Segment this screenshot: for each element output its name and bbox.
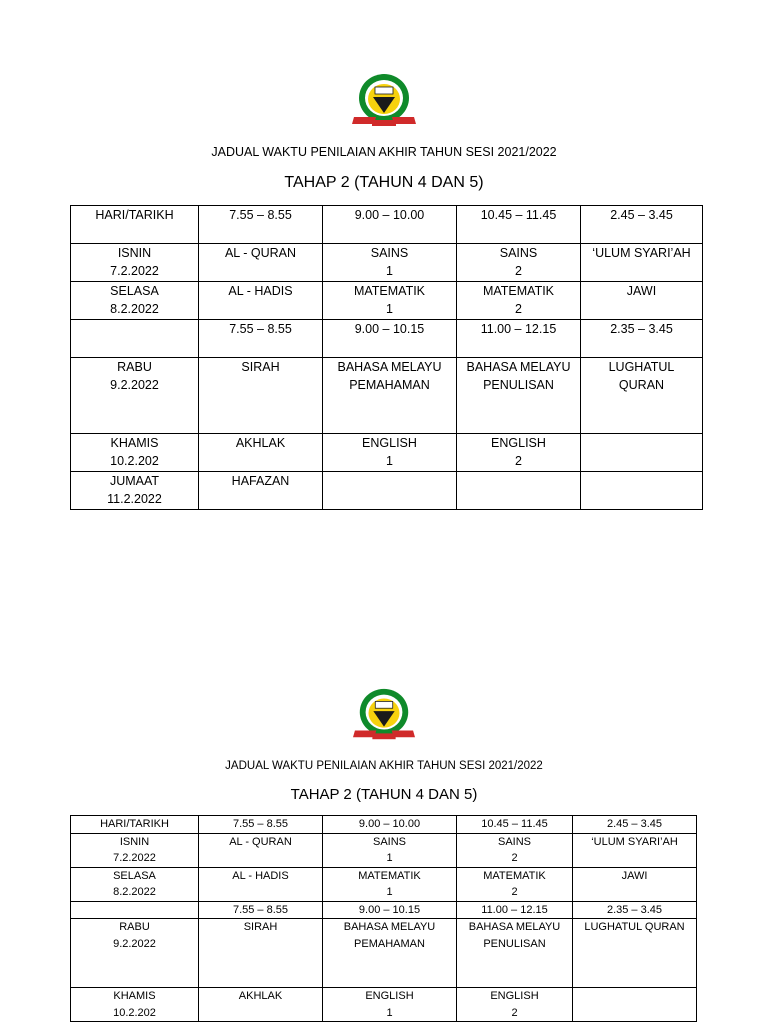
school-logo (346, 684, 422, 746)
day-date-cell (71, 320, 199, 358)
subject-cell (199, 988, 323, 1022)
subject-cell (573, 988, 697, 1022)
cell-text: ENGLISH 2 (491, 436, 546, 468)
cell-text: 10.45 – 11.45 (481, 818, 548, 830)
header-cell (323, 816, 457, 834)
cell-text: SAINS 2 (499, 246, 538, 278)
table-row (71, 472, 703, 510)
cell-text: 9.00 – 10.15 (358, 903, 421, 916)
cell-text: MATEMATIK 2 (483, 869, 546, 898)
cell-text: ENGLISH 1 (362, 436, 417, 468)
subject-cell (457, 320, 581, 358)
cell-text: 7.55 – 8.55 (229, 208, 292, 222)
cell-text: HARI/TARIKH (95, 208, 174, 222)
document-title: JADUAL WAKTU PENILAIAN AKHIR TAHUN SESI 2021/2022 (225, 760, 543, 772)
header-cell (71, 206, 199, 244)
subject-cell (323, 244, 457, 282)
subject-cell (457, 244, 581, 282)
cell-text: 10.45 – 11.45 (480, 208, 557, 222)
day-date-cell (71, 434, 199, 472)
subject-cell (581, 434, 703, 472)
cell-text: JAWI (621, 869, 648, 882)
subject-cell (581, 320, 703, 358)
cell-text: LUGHATUL QURAN (608, 360, 675, 392)
subject-cell (457, 472, 581, 510)
header-cell (457, 816, 573, 834)
table-row (71, 988, 697, 1022)
cell-text: 2.45 – 3.45 (606, 818, 663, 830)
cell-text: ‘ULUM SYARI’AH (592, 246, 691, 260)
cell-text: RABU 9.2.2022 (110, 360, 159, 392)
subject-cell (199, 901, 323, 919)
cell-text: SAINS 1 (372, 835, 406, 864)
header-cell (573, 816, 697, 834)
table-row (71, 833, 697, 867)
table-row (71, 282, 703, 320)
cell-text: MATEMATIK 2 (482, 284, 555, 316)
day-date-cell (71, 901, 199, 919)
timetable (70, 205, 703, 510)
subject-cell (323, 919, 457, 988)
cell-text: HAFAZAN (231, 474, 290, 488)
cell-text: AL - HADIS (232, 869, 289, 882)
header-cell (71, 816, 199, 834)
subject-cell (457, 988, 573, 1022)
subject-cell (573, 833, 697, 867)
table-row (71, 867, 697, 901)
cell-text: SAINS 1 (370, 246, 409, 278)
cell-text: 7.55 – 8.55 (229, 322, 292, 336)
cell-text: 7.55 – 8.55 (232, 903, 289, 916)
cell-text: KHAMIS 10.2.202 (110, 436, 159, 468)
subject-cell (457, 358, 581, 434)
cell-text: AL - QURAN (229, 835, 292, 848)
subject-cell (199, 472, 323, 510)
header-cell (581, 206, 703, 244)
cell-text: 2.35 – 3.45 (606, 903, 663, 916)
subject-cell (573, 919, 697, 988)
cell-text: ISNIN 7.2.2022 (113, 835, 156, 864)
school-logo (346, 69, 422, 133)
subject-cell (573, 901, 697, 919)
cell-text: AL - HADIS (228, 284, 293, 298)
cell-text: 7.55 – 8.55 (232, 818, 289, 830)
subject-cell (199, 282, 323, 320)
subject-cell (199, 244, 323, 282)
subject-cell (323, 472, 457, 510)
subject-cell (323, 867, 457, 901)
subject-cell (581, 358, 703, 434)
cell-text: SIRAH (241, 360, 280, 374)
cell-text: JAWI (626, 284, 657, 298)
cell-text: MATEMATIK 1 (358, 869, 421, 898)
subject-cell (199, 358, 323, 434)
table-row (71, 244, 703, 282)
cell-text: HARI/TARIKH (100, 818, 169, 830)
cell-text: ENGLISH 1 (365, 990, 414, 1019)
subject-cell (581, 282, 703, 320)
document-title: JADUAL WAKTU PENILAIAN AKHIR TAHUN SESI 2021/2022 (211, 145, 557, 159)
header-cell (199, 206, 323, 244)
cell-text: SELASA 8.2.2022 (110, 284, 159, 316)
day-date-cell (71, 244, 199, 282)
subject-cell (323, 901, 457, 919)
table-row (71, 358, 703, 434)
cell-text: MATEMATIK 1 (353, 284, 426, 316)
subject-cell (581, 244, 703, 282)
cell-text: 2.35 – 3.45 (610, 322, 673, 336)
school-crest-icon (346, 684, 422, 746)
subject-cell (581, 472, 703, 510)
subject-cell (323, 988, 457, 1022)
day-date-cell (71, 282, 199, 320)
subject-cell (199, 320, 323, 358)
subject-cell (199, 919, 323, 988)
day-date-cell (71, 833, 199, 867)
table-row (71, 320, 703, 358)
cell-text: 9.00 – 10.15 (354, 322, 425, 336)
cell-text: LUGHATUL QURAN (584, 921, 685, 933)
cell-text: SIRAH (243, 921, 278, 933)
subject-cell (323, 358, 457, 434)
subject-cell (457, 919, 573, 988)
cell-text: SELASA 8.2.2022 (113, 869, 156, 898)
header-cell (457, 206, 581, 244)
subject-cell (323, 282, 457, 320)
header-row (71, 816, 697, 834)
table-row (71, 919, 697, 988)
subject-cell (457, 434, 581, 472)
cell-text: 9.00 – 10.00 (354, 208, 425, 222)
subject-cell (457, 867, 573, 901)
subject-cell (323, 434, 457, 472)
subject-cell (199, 434, 323, 472)
cell-text: AKHLAK (238, 990, 283, 1002)
cell-text: JUMAAT 11.2.2022 (107, 474, 162, 506)
subject-cell (457, 833, 573, 867)
subject-cell (323, 320, 457, 358)
document-subtitle: TAHAP 2 (TAHUN 4 DAN 5) (284, 174, 484, 191)
subject-cell (573, 867, 697, 901)
subject-cell (457, 901, 573, 919)
day-date-cell (71, 919, 199, 988)
cell-text: BAHASA MELAYU PENULISAN (466, 360, 571, 392)
header-cell (323, 206, 457, 244)
cell-text: KHAMIS 10.2.202 (113, 990, 156, 1019)
subject-cell (199, 833, 323, 867)
document-subtitle: TAHAP 2 (TAHUN 4 DAN 5) (290, 786, 478, 803)
header-cell (199, 816, 323, 834)
day-date-cell (71, 472, 199, 510)
cell-text: 11.00 – 12.15 (480, 322, 557, 336)
cell-text: AKHLAK (235, 436, 286, 450)
day-date-cell (71, 988, 199, 1022)
cell-text: BAHASA MELAYU PEMAHAMAN (337, 360, 442, 392)
cell-text: 11.00 – 12.15 (481, 903, 548, 916)
subject-cell (323, 833, 457, 867)
cell-text: RABU 9.2.2022 (113, 921, 156, 950)
cell-text: SAINS 2 (497, 835, 531, 864)
cell-text: ISNIN 7.2.2022 (110, 246, 159, 278)
school-crest-icon (346, 69, 422, 133)
timetable (70, 815, 697, 1022)
cell-text: BAHASA MELAYU PEMAHAMAN (343, 921, 436, 950)
table-row (71, 434, 703, 472)
subject-cell (457, 282, 581, 320)
cell-text: 2.45 – 3.45 (610, 208, 673, 222)
table-row (71, 901, 697, 919)
header-row (71, 206, 703, 244)
cell-text: 9.00 – 10.00 (358, 818, 421, 830)
cell-text: AL - QURAN (224, 246, 297, 260)
cell-text: ‘ULUM SYARI’AH (591, 835, 678, 848)
day-date-cell (71, 867, 199, 901)
cell-text: ENGLISH 2 (490, 990, 539, 1019)
subject-cell (199, 867, 323, 901)
day-date-cell (71, 358, 199, 434)
cell-text: BAHASA MELAYU PENULISAN (468, 921, 561, 950)
